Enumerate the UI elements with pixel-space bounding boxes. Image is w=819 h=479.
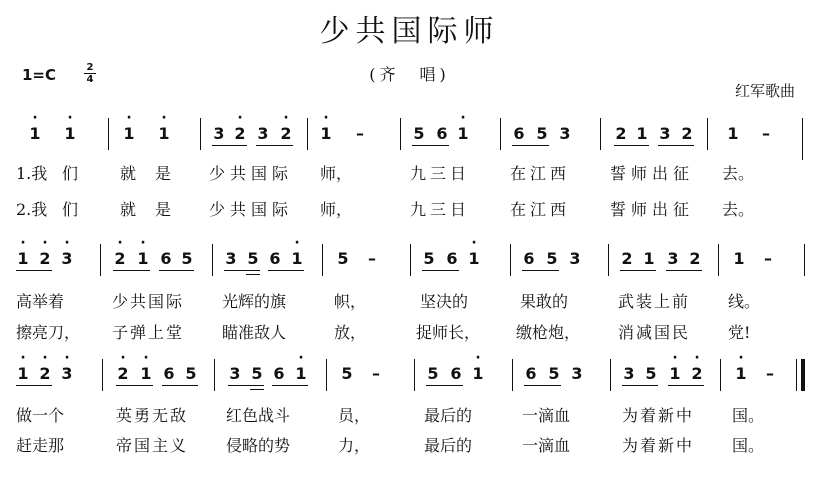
eighth-beam	[522, 270, 559, 271]
bar-line	[720, 359, 721, 391]
lyric: 高举着	[16, 292, 65, 311]
lyric: 帜，	[334, 292, 367, 311]
eighth-beam	[622, 385, 658, 386]
lyric: 做一个	[16, 406, 65, 425]
lyric: 侵略的势	[226, 436, 291, 455]
note: · 1	[123, 110, 135, 143]
note: 3	[659, 124, 671, 143]
bar-line	[108, 118, 109, 150]
note: 6	[160, 249, 172, 268]
high-octave-dot: ·	[460, 110, 466, 126]
note: · 1	[17, 350, 29, 383]
song-credit: 红军歌曲	[735, 82, 796, 100]
lyric: 少共国际	[112, 292, 185, 311]
high-octave-dot: ·	[323, 110, 329, 126]
eighth-beam	[422, 270, 459, 271]
note: 6	[513, 124, 525, 143]
lyric: 1.我	[16, 164, 48, 183]
song-title: 少共国际师	[319, 14, 500, 49]
sixteenth-beam	[246, 274, 260, 275]
high-octave-dot: ·	[143, 350, 149, 366]
high-octave-dot: ·	[161, 110, 167, 126]
final-bar-thin	[796, 359, 797, 391]
note: 5	[247, 249, 259, 268]
note: 6	[525, 364, 537, 383]
note: · 1	[140, 350, 152, 383]
sustain-dash: –	[368, 249, 376, 268]
note: 6	[523, 249, 535, 268]
note: 5	[185, 364, 197, 383]
eighth-beam	[620, 270, 656, 271]
eighth-beam	[614, 145, 649, 146]
lyric: 去。	[722, 164, 755, 183]
lyric: 子弹上堂	[112, 323, 185, 342]
sustain-dash: –	[764, 249, 772, 268]
high-octave-dot: ·	[32, 110, 38, 126]
note: 3	[623, 364, 635, 383]
lyric: 英勇无敌	[116, 406, 189, 425]
eighth-beam	[162, 385, 198, 386]
sixteenth-beam	[250, 389, 264, 390]
high-octave-dot: ·	[475, 350, 481, 366]
eighth-beam	[116, 385, 153, 386]
lyric: 2.我	[16, 200, 48, 219]
note: · 1	[64, 110, 76, 143]
eighth-beam	[16, 385, 52, 386]
lyric: 瞄准敌人	[222, 323, 287, 342]
note: · 1	[291, 235, 303, 268]
note: 3	[225, 249, 237, 268]
note: 5	[251, 364, 263, 383]
bar-line	[718, 244, 719, 276]
bar-line	[326, 359, 327, 391]
lyric: 最后的	[424, 436, 473, 455]
eighth-beam	[272, 385, 308, 386]
eighth-beam	[159, 270, 194, 271]
bar-line	[307, 118, 308, 150]
note: 1	[643, 249, 655, 268]
bar-line	[100, 244, 101, 276]
note: 6	[450, 364, 462, 383]
time-signature-bottom: 4	[86, 74, 94, 85]
note: 5	[427, 364, 439, 383]
lyric: 在江西	[510, 200, 571, 219]
high-octave-dot: ·	[42, 350, 48, 366]
note: · 2	[117, 350, 129, 383]
eighth-beam	[212, 145, 247, 146]
lyric: 最后的	[424, 406, 473, 425]
note: 3	[667, 249, 679, 268]
note: 3	[257, 124, 269, 143]
lyric: 是	[155, 164, 172, 183]
note: · 1	[29, 110, 41, 143]
lyric: 光辉的旗	[222, 292, 287, 311]
eighth-beam	[658, 145, 694, 146]
bar-line	[608, 244, 609, 276]
lyric: 国。	[732, 436, 765, 455]
lyric: 在江西	[510, 164, 571, 183]
note: 5	[413, 124, 425, 143]
bar-line	[102, 359, 103, 391]
note: 2	[615, 124, 627, 143]
note: · 2	[234, 110, 246, 143]
lyric: 线。	[728, 292, 761, 311]
note: · 1	[295, 350, 307, 383]
lyric: 擦亮刀，	[16, 323, 81, 342]
note: 5	[548, 364, 560, 383]
note: 5	[341, 364, 353, 383]
note: 2	[681, 124, 693, 143]
lyric: 师，	[320, 164, 353, 183]
high-octave-dot: ·	[694, 350, 700, 366]
lyric: 为着新中	[622, 406, 695, 425]
note: · 1	[468, 235, 480, 268]
eighth-beam	[268, 270, 304, 271]
note: · 2	[39, 350, 51, 383]
lyric: 九三日	[410, 164, 471, 183]
high-octave-dot: ·	[117, 235, 123, 251]
lyric: 消减国民	[618, 323, 691, 342]
eighth-beam	[524, 385, 561, 386]
eighth-beam	[426, 385, 463, 386]
note: · 1	[735, 350, 747, 383]
note: 3	[569, 249, 581, 268]
note: · 1	[17, 235, 29, 268]
high-octave-dot: ·	[42, 235, 48, 251]
bar-line	[410, 244, 411, 276]
bar-line	[214, 359, 215, 391]
lyric: 一滴血	[522, 406, 571, 425]
note: · 2	[114, 235, 126, 268]
lyric: 们	[62, 164, 79, 183]
final-bar-thick	[801, 359, 805, 391]
note: 6	[436, 124, 448, 143]
high-octave-dot: ·	[237, 110, 243, 126]
eighth-beam	[512, 145, 549, 146]
note: 3	[559, 124, 571, 143]
bar-line	[512, 359, 513, 391]
high-octave-dot: ·	[294, 235, 300, 251]
note: 6	[273, 364, 285, 383]
high-octave-dot: ·	[64, 235, 70, 251]
performance-note: (齐 唱)	[369, 65, 450, 84]
lyric: 九三日	[410, 200, 471, 219]
high-octave-dot: ·	[64, 350, 70, 366]
high-octave-dot: ·	[140, 235, 146, 251]
eighth-beam	[412, 145, 449, 146]
eighth-beam	[113, 270, 150, 271]
note: · 3	[61, 235, 73, 268]
note: 5	[546, 249, 558, 268]
high-octave-dot: ·	[672, 350, 678, 366]
lyric: 就	[120, 164, 137, 183]
note: 2	[621, 249, 633, 268]
note: 1	[727, 124, 739, 143]
note: 5	[181, 249, 193, 268]
time-signature	[84, 63, 96, 84]
eighth-beam	[16, 270, 52, 271]
lyric: 一滴血	[522, 436, 571, 455]
note: · 3	[61, 350, 73, 383]
eighth-beam	[228, 385, 264, 386]
note: · 1	[472, 350, 484, 383]
lyric: 帝国主义	[116, 436, 189, 455]
note: · 2	[280, 110, 292, 143]
note: 5	[645, 364, 657, 383]
lyric: 们	[62, 200, 79, 219]
note: 3	[229, 364, 241, 383]
bar-line	[600, 118, 601, 150]
lyric: 果敢的	[520, 292, 569, 311]
lyric: 为着新中	[622, 436, 695, 455]
key-signature: 1=C	[22, 66, 57, 84]
note: 1	[733, 249, 745, 268]
high-octave-dot: ·	[20, 350, 26, 366]
bar-line	[610, 359, 611, 391]
note: · 2	[39, 235, 51, 268]
lyric: 是	[155, 200, 172, 219]
lyric: 红色战斗	[226, 406, 291, 425]
eighth-beam	[668, 385, 704, 386]
bar-line	[400, 118, 401, 150]
lyric: 去。	[722, 200, 755, 219]
bar-line	[414, 359, 415, 391]
lyric: 捉师长，	[416, 323, 481, 342]
eighth-beam	[256, 145, 293, 146]
lyric: 赶走那	[16, 436, 65, 455]
high-octave-dot: ·	[20, 235, 26, 251]
note: · 1	[320, 110, 332, 143]
note: · 1	[158, 110, 170, 143]
high-octave-dot: ·	[126, 110, 132, 126]
lyric: 缴枪炮，	[516, 323, 581, 342]
note: · 1	[137, 235, 149, 268]
bar-line	[802, 118, 803, 160]
note: 5	[337, 249, 349, 268]
note: 6	[446, 249, 458, 268]
lyric: 国。	[732, 406, 765, 425]
note: 5	[536, 124, 548, 143]
bar-line	[200, 118, 201, 150]
lyric: 少共国际	[209, 200, 294, 219]
note: 1	[636, 124, 648, 143]
note: 3	[571, 364, 583, 383]
lyric: 坚决的	[420, 292, 469, 311]
lyric: 放，	[334, 323, 367, 342]
note: · 2	[691, 350, 703, 383]
sustain-dash: –	[372, 364, 380, 383]
sustain-dash: –	[356, 124, 364, 143]
lyric: 就	[120, 200, 137, 219]
high-octave-dot: ·	[67, 110, 73, 126]
sustain-dash: –	[766, 364, 774, 383]
note: 2	[689, 249, 701, 268]
sustain-dash: –	[762, 124, 770, 143]
lyric: 力，	[338, 436, 371, 455]
eighth-beam	[666, 270, 702, 271]
lyric: 员，	[338, 406, 371, 425]
note: · 1	[457, 110, 469, 143]
bar-line	[212, 244, 213, 276]
bar-line	[804, 244, 805, 276]
note: 6	[269, 249, 281, 268]
bar-line	[500, 118, 501, 150]
bar-line	[510, 244, 511, 276]
lyric: 誓师出征	[610, 200, 695, 219]
note: 6	[163, 364, 175, 383]
high-octave-dot: ·	[298, 350, 304, 366]
high-octave-dot: ·	[283, 110, 289, 126]
eighth-beam	[224, 270, 260, 271]
high-octave-dot: ·	[120, 350, 126, 366]
bar-line	[322, 244, 323, 276]
lyric: 党!	[728, 323, 751, 342]
lyric: 师，	[320, 200, 353, 219]
bar-line	[707, 118, 708, 150]
lyric: 武装上前	[618, 292, 691, 311]
note: · 1	[669, 350, 681, 383]
lyric: 少共国际	[209, 164, 294, 183]
high-octave-dot: ·	[471, 235, 477, 251]
note: 3	[213, 124, 225, 143]
note: 5	[423, 249, 435, 268]
time-signature-top: 2	[86, 62, 94, 73]
lyric: 誓师出征	[610, 164, 695, 183]
high-octave-dot: ·	[738, 350, 744, 366]
